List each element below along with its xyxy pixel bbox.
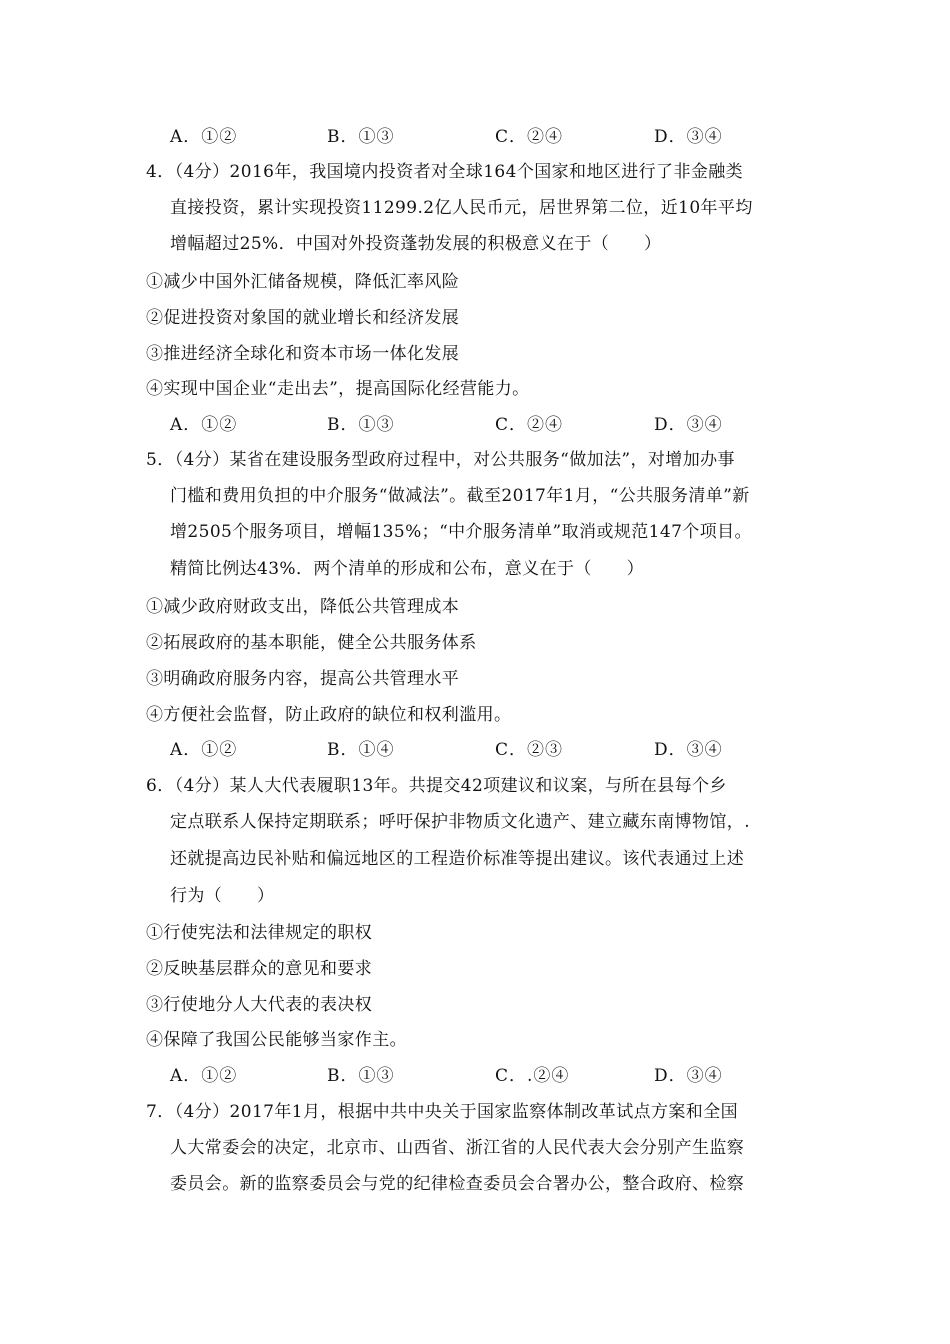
q7-stem-line-3: 委员会。新的监察委员会与党的纪律检查委员会合署办公，整合政府、检察	[170, 1174, 745, 1194]
q5-stem-line-4: 精简比例达43%．两个清单的形成和公布，意义在于（ ）	[170, 559, 644, 579]
choice-d: D．③④	[654, 740, 723, 760]
q5-option-4: ④方便社会监督，防止政府的缺位和权利滥用。	[146, 705, 512, 725]
q4-option-2: ②促进投资对象国的就业增长和经济发展	[146, 308, 460, 328]
choice-a: A．①②	[170, 1066, 238, 1086]
choice-c: C．②④	[495, 415, 564, 435]
q4-option-1: ①减少中国外汇储备规模，降低汇率风险	[146, 272, 460, 292]
q4-option-4: ④实现中国企业“走出去”，提高国际化经营能力。	[146, 379, 530, 399]
q5-stem-line-3: 增2505个服务项目，增幅135%；“中介服务清单”取消或规范147个项目。	[170, 522, 752, 542]
q6-option-3: ③行使地分人大代表的表决权	[146, 995, 373, 1015]
q4-option-3: ③推进经济全球化和资本市场一体化发展	[146, 344, 460, 364]
choice-row-q4	[0, 414, 950, 436]
choice-row-q3	[0, 126, 950, 148]
choice-row-q5	[0, 739, 950, 761]
choice-b: B．①③	[327, 1066, 395, 1086]
choice-b: B．①③	[327, 127, 395, 147]
choice-c: C．②③	[495, 740, 564, 760]
choice-b: B．①③	[327, 415, 395, 435]
q6-stem-line-4: 行为（ ）	[170, 886, 275, 906]
choice-c: C．.②④	[495, 1066, 570, 1086]
q5-stem-line-2: 门槛和费用负担的中介服务“做减法”。截至2017年1月，“公共服务清单”新	[170, 486, 750, 506]
choice-a: A．①②	[170, 740, 238, 760]
q6-option-2: ②反映基层群众的意见和要求	[146, 959, 373, 979]
q6-stem-line-2: 定点联系人保持定期联系；呼吁保护非物质文化遗产、建立藏东南博物馆，.	[170, 812, 751, 832]
choice-a: A．①②	[170, 415, 238, 435]
q4-stem-line-1: 4．（4分）2016年，我国境内投资者对全球164个国家和地区进行了非金融类	[146, 162, 744, 182]
choice-d: D．③④	[654, 415, 723, 435]
q7-stem-line-1: 7．（4分）2017年1月，根据中共中央关于国家监察体制改革试点方案和全国	[146, 1102, 739, 1122]
q6-option-1: ①行使宪法和法律规定的职权	[146, 923, 373, 943]
choice-d: D．③④	[654, 127, 723, 147]
q6-option-4: ④保障了我国公民能够当家作主。	[146, 1030, 407, 1050]
choice-b: B．①④	[327, 740, 395, 760]
q6-stem-line-3: 还就提高边民补贴和偏远地区的工程造价标准等提出建议。该代表通过上述	[170, 849, 745, 869]
q4-stem-line-3: 增幅超过25%．中国对外投资蓬勃发展的积极意义在于（ ）	[170, 234, 662, 254]
choice-c: C．②④	[495, 127, 564, 147]
q5-option-2: ②拓展政府的基本职能，健全公共服务体系	[146, 633, 477, 653]
q5-stem-line-1: 5．（4分）某省在建设服务型政府过程中，对公共服务“做加法”，对增加办事	[146, 450, 735, 470]
choice-row-q6	[0, 1065, 950, 1087]
q6-stem-line-1: 6．（4分）某人大代表履职13年。共提交42项建议和议案，与所在县每个乡	[146, 776, 727, 796]
choice-d: D．③④	[654, 1066, 723, 1086]
choice-a: A．①②	[170, 127, 238, 147]
q5-option-1: ①减少政府财政支出，降低公共管理成本	[146, 597, 460, 617]
q4-stem-line-2: 直接投资，累计实现投资11299.2亿人民币元，居世界第二位，近10年平均	[170, 198, 753, 218]
q7-stem-line-2: 人大常委会的决定，北京市、山西省、浙江省的人民代表大会分别产生监察	[170, 1138, 745, 1158]
q5-option-3: ③明确政府服务内容，提高公共管理水平	[146, 669, 460, 689]
